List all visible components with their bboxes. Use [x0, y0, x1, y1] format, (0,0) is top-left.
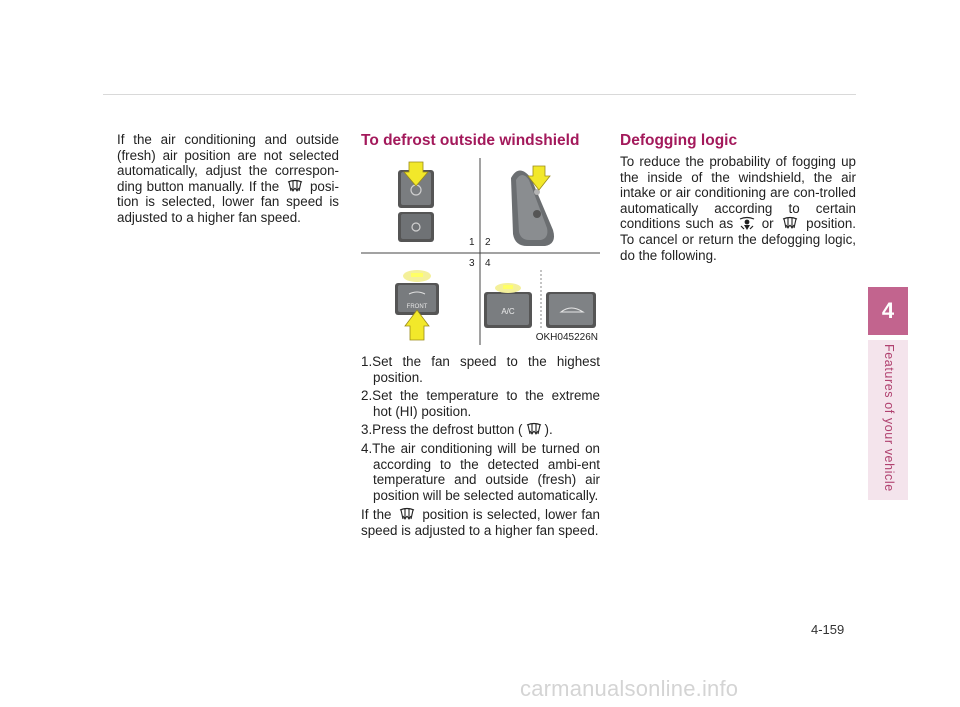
step-3-end: ). [544, 422, 553, 438]
defrost-closing [361, 507, 600, 538]
defog-paragraph [620, 154, 856, 263]
defrost-heading: To defrost outside windshield [361, 132, 580, 149]
control-panel-figure [361, 158, 600, 345]
defog-text-1: To reduce the probability of fogging up the inside of the windshield, the air intake or air conditioning are con-trolled automatically according to certain conditions such as [620, 154, 856, 232]
step-4: 4.The air conditioning will be turned on according to the detected ambi-ent temperature and outside (fresh) air position will be selected automatically. [361, 440, 600, 503]
floor-defrost-icon [738, 216, 756, 231]
label-2: 2 [485, 237, 491, 248]
header-rule [103, 94, 856, 95]
defog-text-2: position. To cancel or return the defogging logic, do the following. [620, 216, 856, 263]
control-panel-illustration [361, 158, 600, 345]
left-text-1: If the air conditioning and outside (fresh) air position are not selected automatically, adjust the correspon-ding button manually. If the [117, 132, 339, 194]
chapter-title: Features of your vehicle [882, 344, 896, 492]
defog-heading: Defogging logic [620, 132, 738, 149]
defog-or: or [761, 216, 774, 232]
watermark: carmanualsonline.info [520, 676, 739, 701]
page-number: 4-159 [811, 622, 845, 637]
left-text-2: posi-tion is selected, lower fan speed is adjusted to a higher fan speed. [117, 178, 339, 225]
step-2: 2.Set the temperature to the extreme hot (HI) position. [361, 388, 600, 419]
closing-text-2: position is selected, lower fan speed is adjusted to a higher fan speed. [361, 507, 600, 538]
label-3: 3 [469, 258, 475, 269]
step-3 [361, 422, 600, 438]
closing-text-1: If the [361, 507, 392, 523]
chapter-tab: 4 [868, 287, 908, 335]
chapter-title-strip [868, 340, 908, 500]
left-paragraph [117, 132, 339, 226]
front-label: FRONT [406, 304, 428, 310]
ac-label: A/C [501, 307, 515, 316]
figure-code: OKH045226N [535, 332, 598, 343]
defrost-icon [781, 216, 799, 231]
label-1: 1 [469, 237, 475, 248]
step-1: 1.Set the fan speed to the highest position. [361, 354, 600, 385]
step-3-text: 3.Press the defrost button ( [361, 422, 523, 438]
defrost-icon [525, 422, 543, 437]
defrost-icon [398, 507, 416, 522]
label-4: 4 [485, 258, 491, 269]
defrost-icon [286, 179, 304, 194]
defrost-steps [361, 354, 600, 539]
